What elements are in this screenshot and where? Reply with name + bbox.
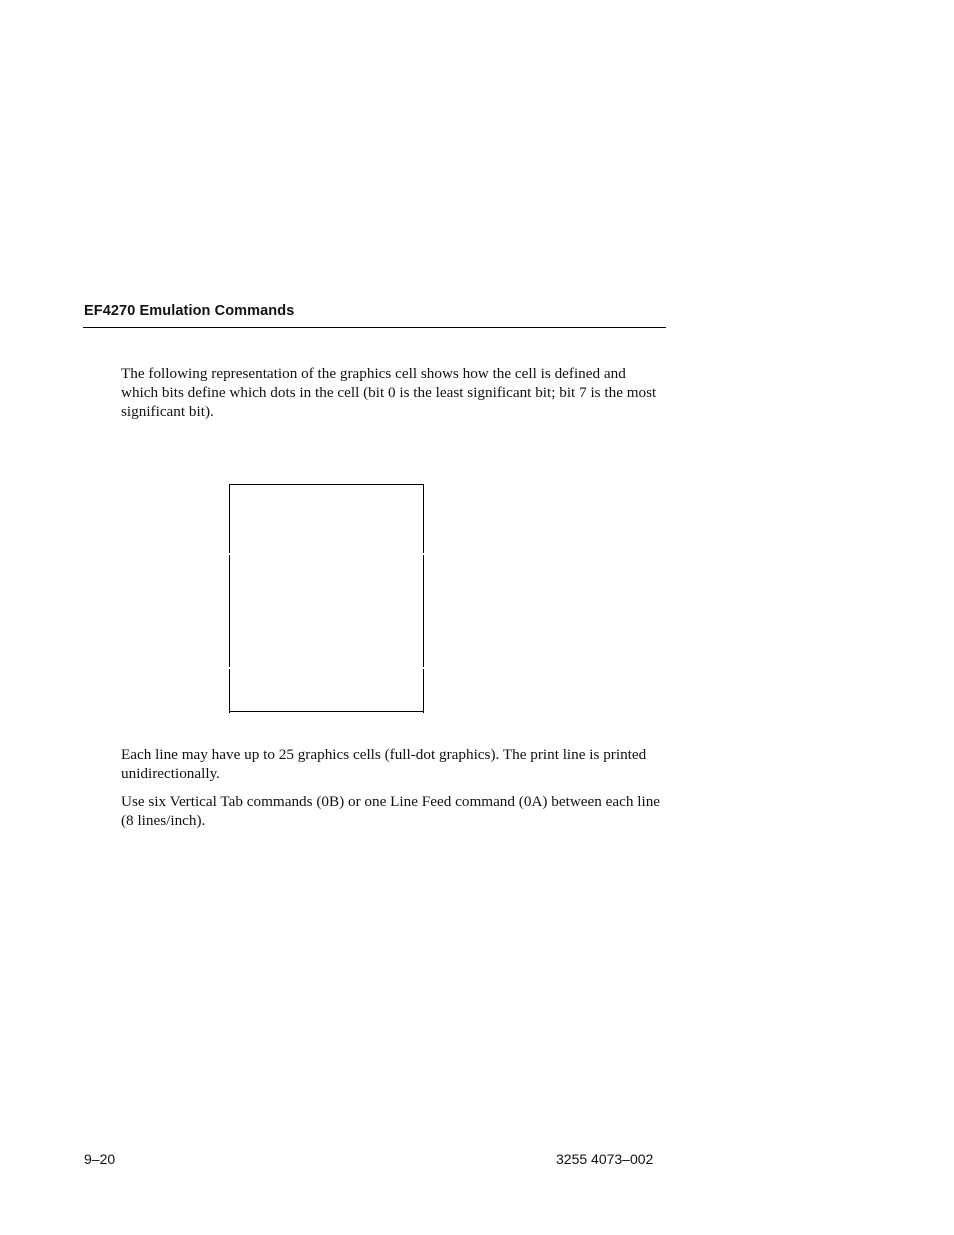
section-title: EF4270 Emulation Commands — [84, 303, 295, 319]
graphics-cells-paragraph: Each line may have up to 25 graphics cells (full-dot graphics). The print line is printed unidirectionally. — [121, 746, 647, 782]
graphics-cell-diagram — [229, 484, 424, 712]
cell-right-edge-top — [423, 485, 424, 553]
cell-left-edge-top — [229, 485, 230, 553]
cell-left-edge-middle — [229, 555, 230, 667]
page-number: 9–20 — [84, 1151, 116, 1167]
line-feed-paragraph: Use six Vertical Tab commands (0B) or one Line Feed command (0A) between each line (8 lines/inch). — [121, 793, 661, 829]
running-header — [83, 302, 666, 328]
document-number: 3255 4073–002 — [556, 1151, 654, 1167]
cell-right-edge-bottom — [423, 669, 424, 713]
cell-right-edge-middle — [423, 555, 424, 667]
intro-paragraph: The following representation of the graphics cell shows how the cell is defined and which bits define which dots in the cell (bit 0 is the least significant bit; bit 7 is the most significant bit). — [121, 365, 657, 420]
cell-left-edge-bottom — [229, 669, 230, 713]
